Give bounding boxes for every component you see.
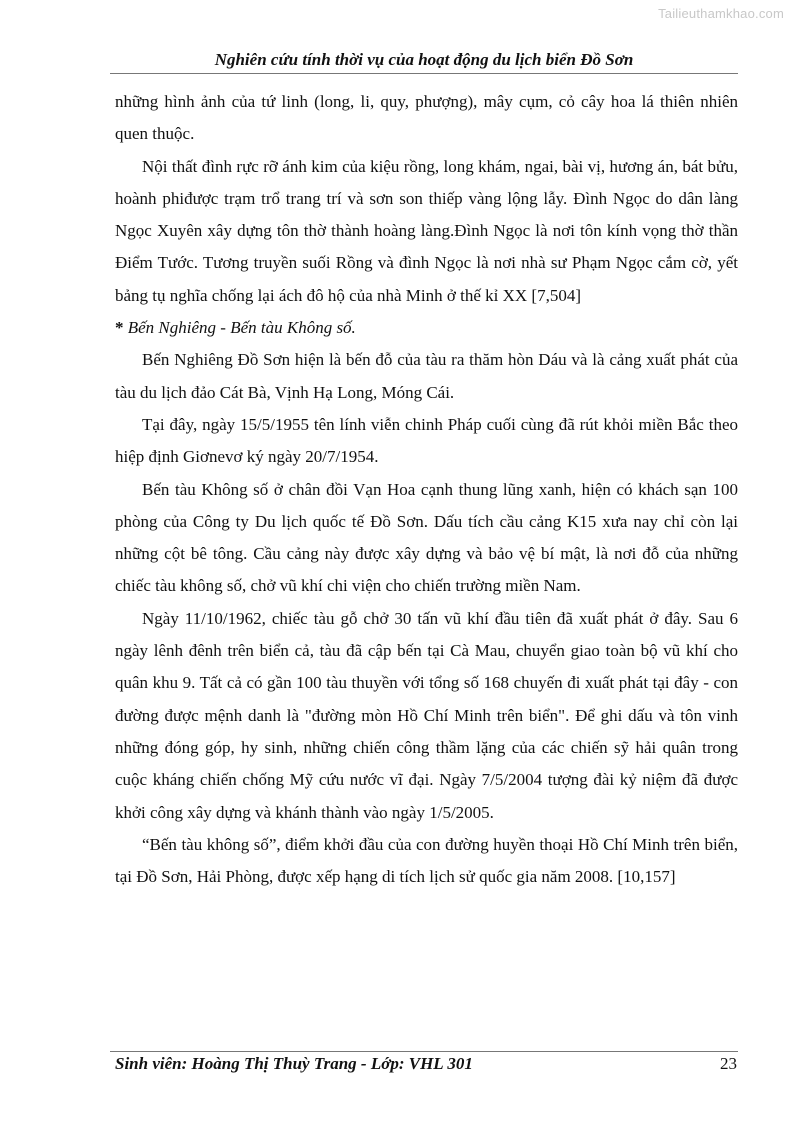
page-number: 23 — [720, 1054, 737, 1073]
header-divider — [110, 73, 738, 74]
running-header: Nghiên cứu tính thời vụ của hoạt động du lịch biển Đồ Sơn — [214, 50, 634, 69]
paragraph-continuation: những hình ảnh của tứ linh (long, li, quy, phượng), mây cụm, cỏ cây hoa lá thiên nhiên quen thuộc. — [115, 92, 738, 144]
paragraph: Ngày 11/10/1962, chiếc tàu gỗ chở 30 tấn vũ khí đầu tiên đã xuất phát ở đây. Sau 6 ngày lênh đênh trên biển cả, tàu đã cập bến tại Cà Mau, chuyển giao toàn bộ vũ khí cho quân khu 9. Tất cả có gần 100 tàu thuyền với tổng số 168 chuyến đi xuất phát tại đây - con đường được mệnh danh là "đường mòn Hồ Chí Minh trên biển". Để ghi dấu và tôn vinh những đóng góp, hy sinh, những chiến công thầm lặng của các chiến sỹ hải quân trong cuộc kháng chiến chống Mỹ cứu nước vĩ đại. Ngày 7/5/2004 tượng đài kỷ niệm đã được khởi công xây dựng và khánh thành vào ngày 1/5/2005. — [115, 608, 738, 822]
section-subheading — [115, 312, 738, 344]
footer-author: Sinh viên: Hoàng Thị Thuỳ Trang - Lớp: VHL 301 — [115, 1054, 473, 1073]
footer-divider — [110, 1051, 738, 1052]
paragraph: Bến Nghiêng Đồ Sơn hiện là bến đỗ của tàu ra thăm hòn Dáu và là cảng xuất phát của tàu du lịch đảo Cát Bà, Vịnh Hạ Long, Móng Cái. — [115, 350, 738, 402]
document-body — [115, 86, 738, 893]
paragraph: Tại đây, ngày 15/5/1955 tên lính viễn chinh Pháp cuối cùng đã rút khỏi miền Bắc theo hiệp định Giơnevơ ký ngày 20/7/1954. — [115, 414, 738, 467]
bullet-marker: * — [115, 318, 124, 338]
paragraph: Bến tàu Không số ở chân đồi Vạn Hoa cạnh thung lũng xanh, hiện có khách sạn 100 phòng của Công ty Du lịch quốc tế Đồ Sơn. Dấu tích cầu cảng K15 xưa nay chỉ còn lại những cột bê tông. Cầu cảng này được xây dựng và bảo vệ bí mật, là nơi đỗ của những chiếc tàu không số, chở vũ khí chi viện cho chiến trường miền Nam. — [115, 479, 738, 596]
watermark: Tailieuthamkhao.com — [658, 6, 784, 21]
paragraph: Nội thất đình rực rỡ ánh kim của kiệu rồng, long khám, ngai, bài vị, hương án, bát bửu, hoành phiđược trạm trổ trang trí và sơn son thiếp vàng lộng lẫy. Đình Ngọc do dân làng Ngọc Xuyên xây dựng tôn thờ thành hoàng làng.Đình Ngọc là nơi tôn kính vọng thờ thần Điểm Tước. Tương truyền suối Rồng và đình Ngọc là nơi nhà sư Phạm Ngọc cắm cờ, yết bảng tụ nghĩa chống lại ách đô hộ của nhà Minh ở thế kỉ XX [7,504] — [115, 156, 738, 305]
paragraph: “Bến tàu không số”, điểm khởi đầu của con đường huyền thoại Hồ Chí Minh trên biển, tại Đồ Sơn, Hải Phòng, được xếp hạng di tích lịch sử quốc gia năm 2008. [10,157] — [115, 834, 738, 887]
subheading-text: Bến Nghiêng - Bến tàu Không số. — [127, 318, 356, 338]
